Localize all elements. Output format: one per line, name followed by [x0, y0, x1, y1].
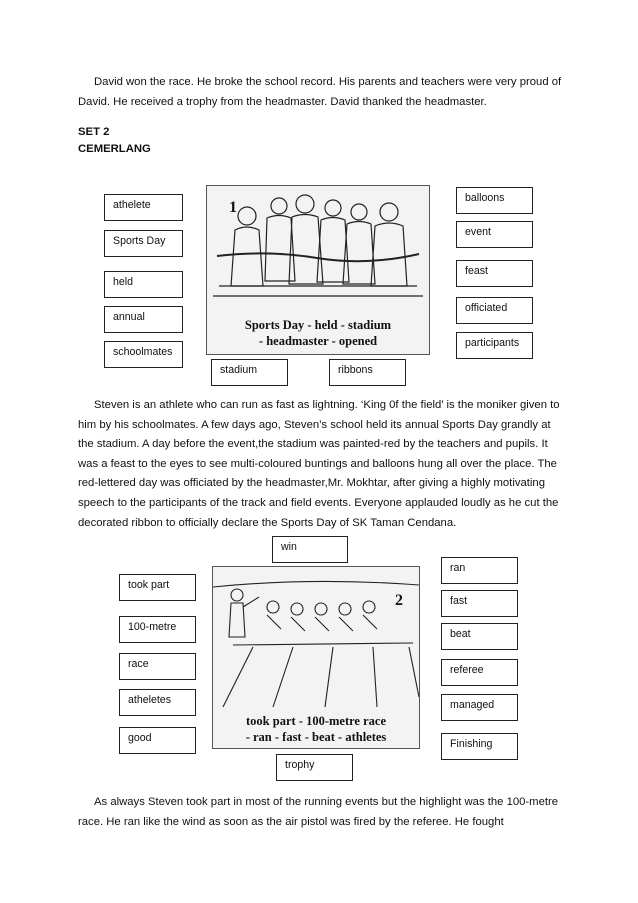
- word-box-athelete: athelete: [104, 194, 183, 221]
- word-box-feast: feast: [456, 260, 533, 287]
- picture-caption-2-line1: took part - 100-metre race: [246, 714, 386, 728]
- intro-paragraph: David won the race. He broke the school record. His parents and teachers were very proud of David. He received a trophy from the headmaster. David thanked the headmaster.: [78, 76, 562, 108]
- set1-paragraph: Steven is an athlete who can run as fast as lightning. ‘King 0f the field’ is the moniker given to him by his schoolmates. A few days ago, Steven’s school held its annual Sports Day grandly at the stadium. A day before the event,the stadium was painted-red by the teachers and pupils. It was a feast to the eyes to see multi-coloured buntings and balloons hung all over the place. The red-lettered day was officiated by the headmaster,Mr. Mokhtar, after giving a highly motivating speech to the participants of the track and field events. Everyone applauded loudly as he cut the decorated ribbon to officially declare the Sports Day of SK Taman Cendana.: [78, 399, 560, 529]
- word-box-ribbons: ribbons: [329, 359, 406, 386]
- race-illustration: [212, 566, 420, 749]
- word-box-race: race: [119, 653, 196, 680]
- word-box-managed: managed: [441, 694, 518, 721]
- word-box-participants: participants: [456, 332, 533, 359]
- word-box-officiated: officiated: [456, 297, 533, 324]
- word-box-event: event: [456, 221, 533, 248]
- word-box-atheletes: atheletes: [119, 689, 196, 716]
- picture-number-1: 1: [229, 199, 237, 216]
- set2-paragraph: As always Steven took part in most of the running events but the highlight was the 100-metre race. He ran like the wind as soon as the air pistol was fired by the referee. He fought: [78, 796, 559, 828]
- word-box-good: good: [119, 727, 196, 754]
- set-heading: SET 2: [78, 126, 110, 138]
- word-box-beat: beat: [441, 623, 518, 650]
- word-box-fast: fast: [441, 590, 518, 617]
- word-box-balloons: balloons: [456, 187, 533, 214]
- word-box-referee: referee: [441, 659, 518, 686]
- word-box-sports-day: Sports Day: [104, 230, 183, 257]
- word-box-ran: ran: [441, 557, 518, 584]
- picture-caption-1-line2: - headmaster - opened: [258, 334, 378, 348]
- word-box-stadium: stadium: [211, 359, 288, 386]
- race-start-drawing: [213, 567, 419, 748]
- picture-number-2: 2: [395, 592, 403, 609]
- word-box-took-part: took part: [119, 574, 196, 601]
- word-box-100-metre: 100-metre: [119, 616, 196, 643]
- picture-caption-1-line1: Sports Day - held - stadium: [244, 318, 392, 332]
- ribbon-cutting-drawing: [207, 186, 429, 354]
- set-subheading: CEMERLANG: [78, 143, 151, 155]
- word-box-annual: annual: [104, 306, 183, 333]
- word-box-held: held: [104, 271, 183, 298]
- picture-caption-2-line2: - ran - fast - beat - athletes: [245, 730, 387, 744]
- sports-day-illustration: [206, 185, 430, 355]
- word-box-win: win: [272, 536, 348, 563]
- word-box-schoolmates: schoolmates: [104, 341, 183, 368]
- word-box-finishing: Finishing: [441, 733, 518, 760]
- word-box-trophy: trophy: [276, 754, 353, 781]
